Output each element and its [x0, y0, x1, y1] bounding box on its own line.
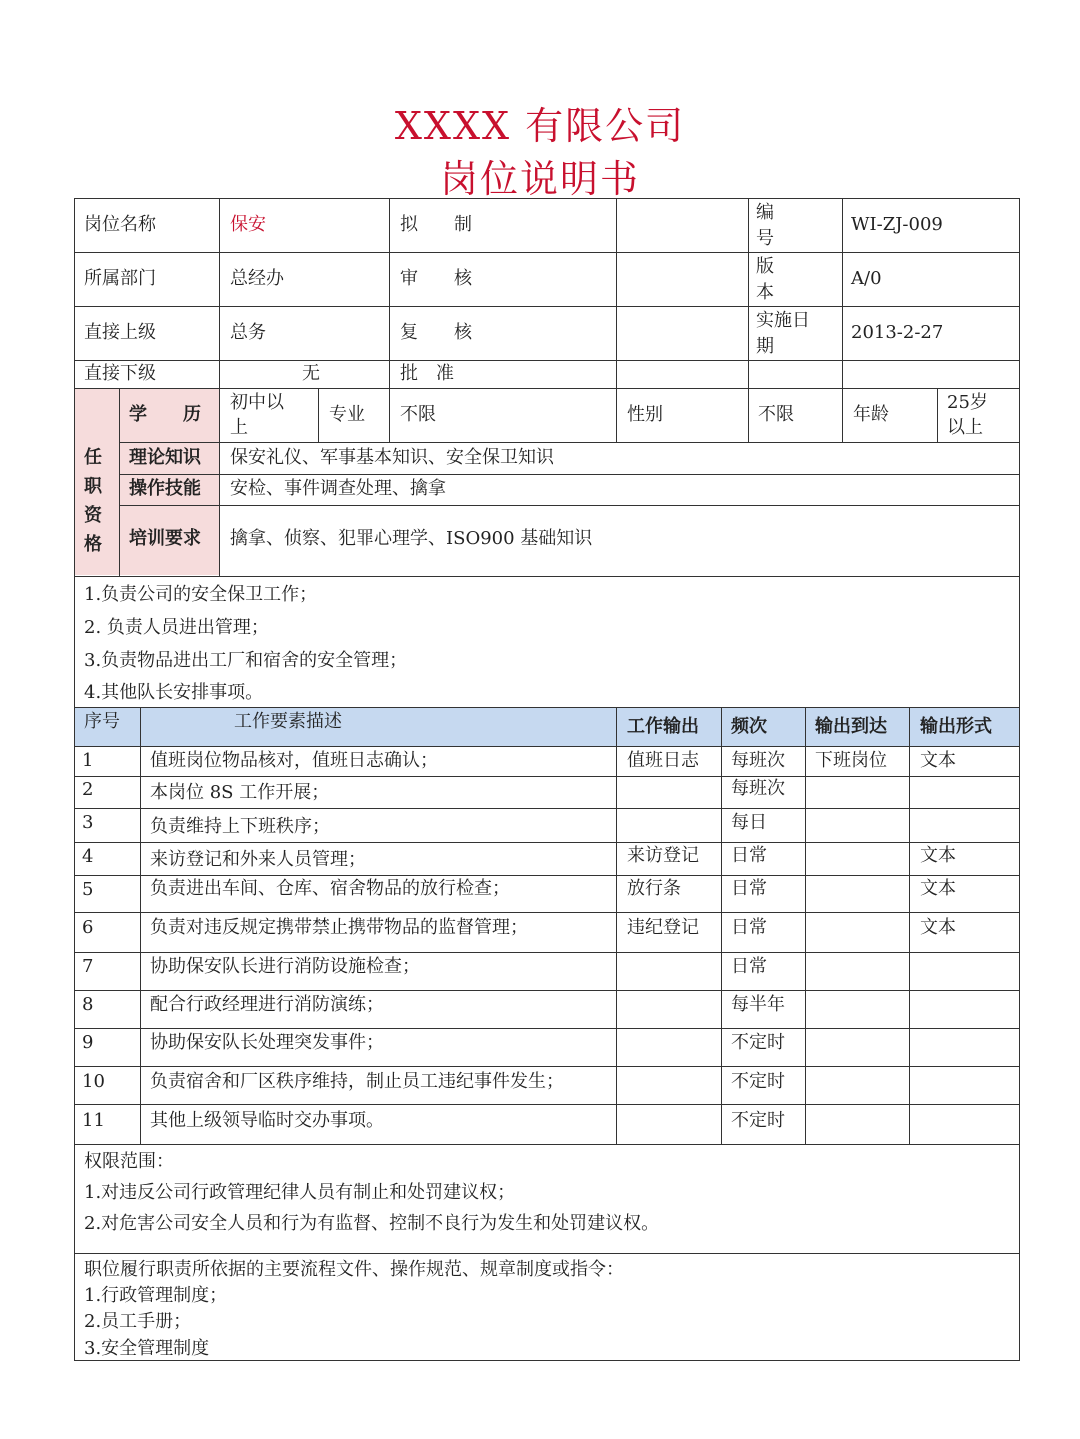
row-no: 10 — [82, 1071, 105, 1092]
row-no: 1 — [82, 750, 94, 771]
row-desc: 负责宿舍和厂区秩序维持，制止员工违纪事件发生； — [150, 1071, 564, 1092]
row-desc: 配合行政经理进行消防演练； — [150, 994, 384, 1015]
label-age: 年龄 — [853, 404, 889, 425]
value-department: 总经办 — [230, 268, 284, 289]
label-approved-by: 批 准 — [400, 363, 454, 384]
authority-item: 2.对危害公司安全人员和行为有监督、控制不良行为发生和处罚建议权。 — [84, 1213, 660, 1234]
document-title: 岗位说明书 — [439, 157, 640, 201]
header-form: 输出形式 — [920, 716, 992, 737]
duty-item: 1.负责公司的安全保卫工作； — [84, 584, 318, 605]
label-direct-subordinate: 直接下级 — [84, 363, 156, 384]
company-title: XXXX 有限公司 — [394, 104, 686, 148]
header-output: 工作输出 — [627, 716, 699, 737]
row-desc: 本岗位 8S 工作开展； — [150, 782, 330, 803]
label-drafted-by: 拟 制 — [400, 214, 472, 235]
row-frequency: 每日 — [731, 812, 767, 833]
value-direct-subordinate: 无 — [302, 363, 320, 384]
label-effective-date: 实施日期 — [756, 310, 810, 357]
row-desc: 来访登记和外来人员管理； — [150, 849, 366, 870]
row-form: 文本 — [920, 878, 956, 899]
value-version: A/0 — [851, 268, 882, 289]
row-frequency: 日常 — [731, 878, 767, 899]
header-no: 序号 — [84, 711, 120, 732]
value-age: 25岁以上 — [947, 392, 988, 438]
row-form: 文本 — [920, 750, 956, 771]
label-position-name: 岗位名称 — [84, 214, 156, 235]
header-desc: 工作要素描述 — [234, 711, 342, 732]
label-gender: 性别 — [627, 404, 663, 425]
value-doc-number: WI-ZJ-009 — [851, 214, 943, 235]
label-operating-skills: 操作技能 — [129, 478, 201, 499]
basis-item: 2.员工手册； — [84, 1311, 192, 1332]
label-major: 专业 — [329, 404, 365, 425]
row-no: 8 — [82, 994, 94, 1015]
value-training-requirements: 擒拿、侦察、犯罪心理学、ISO900 基础知识 — [230, 528, 593, 549]
value-theory-knowledge: 保安礼仪、军事基本知识、安全保卫知识 — [230, 447, 554, 468]
row-frequency: 不定时 — [731, 1032, 785, 1053]
row-no: 9 — [82, 1032, 94, 1053]
label-rechecked-by: 复 核 — [400, 322, 472, 343]
row-output: 值班日志 — [627, 750, 699, 771]
row-frequency: 每半年 — [731, 994, 785, 1015]
row-output: 违纪登记 — [627, 917, 699, 938]
value-effective-date: 2013-2-27 — [851, 322, 944, 343]
row-no: 11 — [82, 1110, 105, 1131]
row-no: 6 — [82, 917, 94, 938]
row-no: 7 — [82, 956, 94, 977]
row-no: 4 — [82, 846, 94, 867]
value-education: 初中以上 — [230, 392, 284, 438]
row-no: 2 — [82, 779, 94, 800]
value-position-name: 保安 — [230, 214, 266, 235]
row-desc: 值班岗位物品核对，值班日志确认； — [150, 750, 438, 771]
header-destination: 输出到达 — [815, 716, 887, 737]
value-operating-skills: 安检、事件调查处理、擒拿 — [230, 478, 446, 499]
row-output: 放行条 — [627, 878, 681, 899]
label-department: 所属部门 — [84, 268, 156, 289]
row-frequency: 不定时 — [731, 1071, 785, 1092]
row-desc: 其他上级领导临时交办事项。 — [150, 1110, 384, 1131]
duty-item: 2. 负责人员进出管理； — [84, 617, 269, 638]
duty-item: 3.负责物品进出工厂和宿舍的安全管理； — [84, 650, 408, 671]
row-destination: 下班岗位 — [815, 750, 887, 771]
row-frequency: 日常 — [731, 845, 767, 866]
header-frequency: 频次 — [731, 716, 767, 737]
label-doc-number: 编号 — [756, 202, 774, 249]
row-frequency: 不定时 — [731, 1110, 785, 1131]
basis-item: 3.安全管理制度 — [84, 1338, 210, 1359]
label-version: 版本 — [756, 256, 774, 303]
row-frequency: 日常 — [731, 956, 767, 977]
label-reviewed-by: 审 核 — [400, 268, 472, 289]
duty-item: 4.其他队长安排事项。 — [84, 682, 264, 703]
row-desc: 协助保安队长进行消防设施检查； — [150, 956, 420, 977]
authority-heading: 权限范围： — [84, 1151, 174, 1172]
label-direct-superior: 直接上级 — [84, 322, 156, 343]
row-form: 文本 — [920, 845, 956, 866]
row-output: 来访登记 — [627, 845, 699, 866]
row-frequency: 每班次 — [731, 778, 785, 799]
authority-item: 1.对违反公司行政管理纪律人员有制止和处罚建议权； — [84, 1182, 516, 1203]
row-desc: 负责进出车间、仓库、宿舍物品的放行检查； — [150, 878, 510, 899]
value-major: 不限 — [400, 404, 436, 425]
row-desc: 协助保安队长处理突发事件； — [150, 1032, 384, 1053]
row-no: 5 — [82, 879, 94, 900]
row-frequency: 日常 — [731, 917, 767, 938]
row-form: 文本 — [920, 917, 956, 938]
label-training-requirements: 培训要求 — [129, 528, 201, 549]
value-gender: 不限 — [758, 404, 794, 425]
basis-item: 1.行政管理制度； — [84, 1285, 228, 1306]
label-theory-knowledge: 理论知识 — [129, 447, 201, 468]
row-no: 3 — [82, 812, 94, 833]
label-education: 学 历 — [129, 404, 201, 425]
row-desc: 负责维持上下班秩序； — [150, 816, 330, 837]
value-direct-superior: 总务 — [230, 322, 266, 343]
qualification-group-label: 任职资格 — [84, 447, 102, 555]
row-desc: 负责对违反规定携带禁止携带物品的监督管理； — [150, 917, 528, 938]
row-frequency: 每班次 — [731, 750, 785, 771]
basis-heading: 职位履行职责所依据的主要流程文件、操作规范、规章制度或指令： — [84, 1259, 624, 1280]
